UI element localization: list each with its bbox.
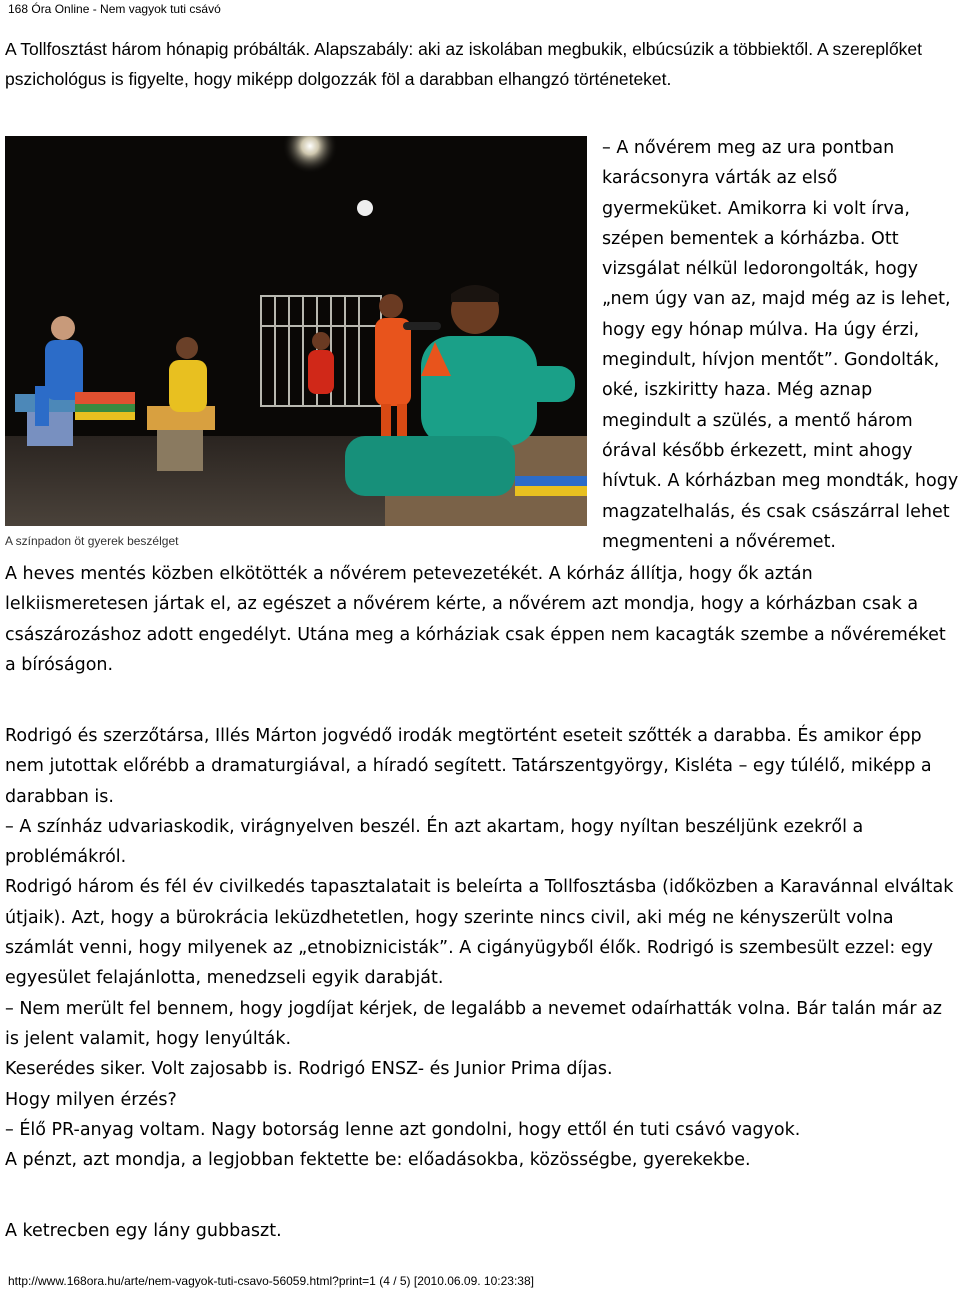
article-section xyxy=(5,721,960,1175)
article-line: Rodrigó három és fél év civilkedés tapasztalatait is beleírta a Tollfosztásba (időközben a Karavánnal elváltak útjaik). Azt, hogy a bürokrácia leküzdhetetlen, hogy szerinte nincs civil, aki még ne kényszerült volna számlát venni, hogy milyenek az „etnobiznicisták”. A cigányügyből élők. Rodrigó is szembesült ezzel: egy egyesület felajánlotta, menedzseli egyik darabját. xyxy=(5,877,954,989)
article-line: Rodrigó és szerzőtársa, Illés Márton jogvédő irodák megtörtént eseteit szőtték a darabba. És amikor épp nem jutottak előrébb a dramaturgiával, a híradó segített. Tatárszentgyörgy, Kisléta – egy túlélő, miképp a darabban is. xyxy=(5,726,932,807)
microphone-icon xyxy=(403,322,441,330)
article-line: Hogy milyen érzés? xyxy=(5,1089,177,1110)
article-line: – A színház udvariaskodik, virágnyelven beszél. Én azt akartam, hogy nyíltan beszéljünk ezekről a problémákról. xyxy=(5,816,864,868)
article-line: Keserédes siker. Volt zajosabb is. Rodrigó ENSZ- és Junior Prima díjas. xyxy=(5,1059,613,1080)
intro-paragraph: A Tollfosztást három hónapig próbálták. Alapszabály: aki az iskolában megbukik, elbúcsúzik a többiektől. A szereplőket pszichológus is figyelte, hogy miképp dolgozzák föl a darabban elhangzó történeteket. xyxy=(5,39,923,89)
stage-photo xyxy=(5,136,587,526)
article-line: A pénzt, azt mondja, a legjobban fektette be: előadásokba, közösségbe, gyerekekbe. xyxy=(5,1150,751,1171)
article-paragraph-1: A heves mentés közben elkötötték a nővérem petevezetékét. A kórház állítja, hogy ők aztán lelkiismeretesen jártak el, az egészet a nővérem kérte, a nővérem azt mondja, hogy a kórházban csak a császározáshoz adott engedélyt. Utána meg a kórháziak csak éppen nem kacagták szembe a nővéreméket a bíróságon. xyxy=(5,564,946,675)
page-header-title: 168 Óra Online - Nem vagyok tuti csávó xyxy=(8,2,221,16)
photo-caption: A színpadon öt gyerek beszélget xyxy=(5,534,179,548)
article-closing: A ketrecben egy lány gubbaszt. xyxy=(5,1221,282,1241)
article-line: – Élő PR-anyag voltam. Nagy botorság lenne azt gondolni, hogy ettől én tuti csávó vagyok. xyxy=(5,1119,801,1140)
article-line: – Nem merült fel bennem, hogy jogdíjat kérjek, de legalább a nevemet odaírhatták volna. Bár talán már az is jelent valamit, hogy lenyúlták. xyxy=(5,998,942,1049)
page-footer-url[interactable]: http://www.168ora.hu/arte/nem-vagyok-tuti-csavo-56059.html?print=1 (4 / 5) [2010.06.09. 10:23:38] xyxy=(8,1274,534,1288)
stage-photo-illustration xyxy=(5,136,587,526)
sidebar-quote: – A nővérem meg az ura pontban karácsonyra várták az első gyermeküket. Amikorra ki volt írva, szépen bementek a kórházba. Ott vizsgálat nélkül ledorongolták, hogy „nem úgy van az, majd még az is lehet, hogy egy hónap múlva. Ha úgy érzi, megindult, hívjon mentőt”. Gondolták, oké, iszkiritty haza. Még aznap megindult a szülés, a mentő három órával később érkezett, mint ahogy hívtuk. A kórházban meg mondták, hogy magzatelhalás, és csak császárral lehet megmenteni a nővéremet. xyxy=(602,138,959,552)
